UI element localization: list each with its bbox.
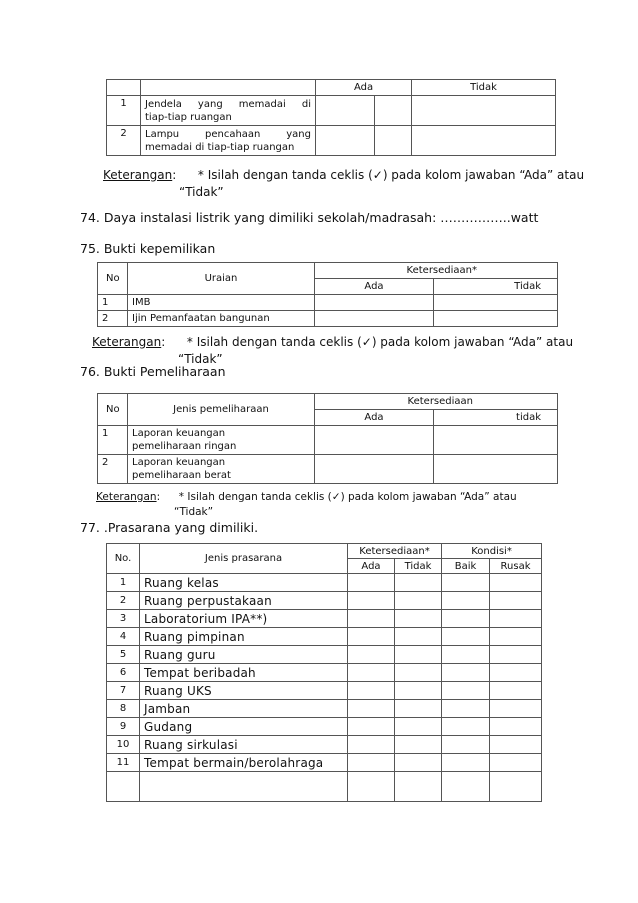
row-number: 5 [107,646,140,664]
answer-cell[interactable] [395,682,442,700]
note-text-cont: “Tidak” [174,506,214,518]
row-label: Ruang perpustakaan [140,592,348,610]
answer-cell[interactable] [348,754,395,772]
row-number: 1 [98,426,128,455]
table-row [107,682,542,700]
row-number: 2 [107,592,140,610]
answer-cell[interactable] [434,311,558,327]
answer-cell[interactable] [442,772,490,802]
table-row [107,736,542,754]
header-cell-empty [141,80,316,96]
note-colon: : [161,335,166,349]
header-baik: Baik [442,559,490,574]
row-number: 6 [107,664,140,682]
table-row [107,592,542,610]
answer-cell[interactable] [395,664,442,682]
answer-cell[interactable] [442,736,490,754]
row-number: 1 [107,574,140,592]
maintenance-table [97,393,558,484]
row-label [140,772,348,802]
row-number [107,772,140,802]
answer-cell[interactable] [490,628,542,646]
answer-cell[interactable] [490,718,542,736]
row-description-line: pemeliharaan berat [132,470,231,481]
note-colon: : [172,168,177,182]
header-rusak: Rusak [490,559,542,574]
row-number: 2 [98,455,128,484]
row-label: Ruang pimpinan [140,628,348,646]
header-ada: Ada [315,410,434,426]
answer-cell[interactable] [434,455,558,484]
answer-cell[interactable] [315,455,434,484]
table-row [107,126,556,156]
row-label: Jamban [140,700,348,718]
answer-cell[interactable] [348,628,395,646]
row-description [141,126,316,156]
header-no: No [98,263,128,295]
answer-cell[interactable] [434,295,558,311]
row-description [141,96,316,126]
answer-cell[interactable] [375,96,412,126]
answer-cell[interactable] [490,772,542,802]
answer-cell[interactable] [490,736,542,754]
ownership-table [97,262,558,327]
header-tidak: Tidak [434,279,558,295]
answer-cell[interactable] [348,664,395,682]
answer-cell[interactable] [348,700,395,718]
answer-cell[interactable] [348,574,395,592]
note-block [103,167,593,201]
row-description-line: memadai di tiap-tiap ruangan [145,141,295,153]
table-row [107,574,542,592]
answer-cell[interactable] [348,772,395,802]
table-row [107,96,556,126]
row-label: Ruang guru [140,646,348,664]
row-description-line: Jendela yang memadai di [145,98,311,110]
answer-cell[interactable] [395,772,442,802]
header-no: No [98,394,128,426]
header-jenis: Jenis prasarana [140,544,348,574]
answer-cell[interactable] [395,574,442,592]
answer-cell[interactable] [490,610,542,628]
question-75-title: 75. Bukti kepemilikan [80,241,216,256]
answer-cell[interactable] [434,426,558,455]
note-text: * Isilah dengan tanda ceklis (✓) pada kolom jawaban “Ada” atau [178,491,517,503]
table-row [107,628,542,646]
answer-cell[interactable] [315,426,434,455]
row-label: Ruang sirkulasi [140,736,348,754]
question-76-title: 76. Bukti Pemeliharaan [80,364,226,379]
note-text-cont: “Tidak” [179,185,224,199]
answer-cell[interactable] [395,610,442,628]
header-tidak: tidak [434,410,558,426]
window-lamp-table [106,79,556,156]
answer-cell[interactable] [442,574,490,592]
answer-cell[interactable] [316,96,375,126]
row-label: Ruang kelas [140,574,348,592]
table-row [98,311,558,327]
row-description-line: tiap-tiap ruangan [145,111,232,123]
header-no: No. [107,544,140,574]
answer-cell[interactable] [395,592,442,610]
facilities-rows [107,574,542,802]
answer-cell[interactable] [442,664,490,682]
answer-cell[interactable] [442,754,490,772]
row-label: Laboratorium IPA**) [140,610,348,628]
note-label: Keterangan [96,491,157,503]
table-row [107,664,542,682]
answer-cell[interactable] [375,126,412,156]
answer-cell[interactable] [442,628,490,646]
note-label: Keterangan [103,168,173,182]
question-74: 74. Daya instalasi listrik yang dimiliki sekolah/madrasah: ……………..watt [80,210,539,225]
note-label: Keterangan [92,335,162,349]
row-number: 1 [107,96,141,126]
header-tidak: Tidak [412,80,556,96]
header-ada: Ada [348,559,395,574]
table-row [107,754,542,772]
header-cell-empty [107,80,141,96]
answer-cell[interactable] [395,754,442,772]
row-label: Ruang UKS [140,682,348,700]
row-label: Tempat bermain/berolahraga [140,754,348,772]
answer-cell[interactable] [395,736,442,754]
header-kondisi: Kondisi* [442,544,542,559]
row-number: 1 [98,295,128,311]
row-description-line: Laporan keuangan [132,428,226,439]
answer-cell[interactable] [395,718,442,736]
header-jenis: Jenis pemeliharaan [128,394,315,426]
answer-cell[interactable] [442,610,490,628]
answer-cell[interactable] [490,682,542,700]
table-row [98,426,558,455]
note-block [92,334,592,368]
row-description-line: Laporan keuangan [132,457,226,468]
question-77-title: 77. .Prasarana yang dimiliki. [80,520,259,535]
answer-cell[interactable] [348,736,395,754]
answer-cell[interactable] [315,295,434,311]
header-tidak: Tidak [395,559,442,574]
row-number: 2 [107,126,141,156]
row-label: Ijin Pemanfaatan bangunan [128,311,315,327]
answer-cell[interactable] [442,646,490,664]
header-ketersediaan: Ketersediaan* [348,544,442,559]
answer-cell[interactable] [348,610,395,628]
table-row [98,295,558,311]
row-label: Tempat beribadah [140,664,348,682]
row-number: 2 [98,311,128,327]
answer-cell[interactable] [348,682,395,700]
answer-cell[interactable] [490,664,542,682]
answer-cell[interactable] [490,574,542,592]
answer-cell[interactable] [490,592,542,610]
answer-cell[interactable] [442,700,490,718]
row-number: 10 [107,736,140,754]
header-uraian: Uraian [128,263,315,295]
table-row [107,646,542,664]
answer-cell[interactable] [442,592,490,610]
answer-cell[interactable] [348,718,395,736]
header-ada: Ada [315,279,434,295]
table-row [107,772,542,802]
header-ketersediaan: Ketersediaan [315,394,558,410]
row-description-line: pemeliharaan ringan [132,441,237,452]
answer-cell[interactable] [395,700,442,718]
table-row [107,700,542,718]
header-ada: Ada [316,80,412,96]
row-label: IMB [128,295,315,311]
note-text-cont: “Tidak” [178,352,223,366]
answer-cell[interactable] [490,646,542,664]
table-row [107,610,542,628]
answer-cell[interactable] [442,718,490,736]
answer-cell[interactable] [348,592,395,610]
table-row [98,455,558,484]
row-number: 3 [107,610,140,628]
answer-cell[interactable] [490,754,542,772]
row-number: 8 [107,700,140,718]
answer-cell[interactable] [412,96,556,126]
note-text: * Isilah dengan tanda ceklis (✓) pada kolom jawaban “Ada” atau [186,335,574,349]
row-description-line: Lampu pencahaan yang [145,128,311,140]
table-row [107,718,542,736]
row-number: 9 [107,718,140,736]
answer-cell[interactable] [395,646,442,664]
note-block [96,490,596,520]
row-description [128,426,315,455]
note-text: * Isilah dengan tanda ceklis (✓) pada kolom jawaban “Ada” atau [197,168,585,182]
row-label: Gudang [140,718,348,736]
row-description [128,455,315,484]
answer-cell[interactable] [315,311,434,327]
row-number: 11 [107,754,140,772]
answer-cell[interactable] [412,126,556,156]
row-number: 7 [107,682,140,700]
answer-cell[interactable] [348,646,395,664]
answer-cell[interactable] [442,682,490,700]
answer-cell[interactable] [490,700,542,718]
note-colon: : [156,491,161,503]
row-number: 4 [107,628,140,646]
header-ketersediaan: Ketersediaan* [315,263,558,279]
answer-cell[interactable] [316,126,375,156]
answer-cell[interactable] [395,628,442,646]
facilities-table [106,543,542,802]
